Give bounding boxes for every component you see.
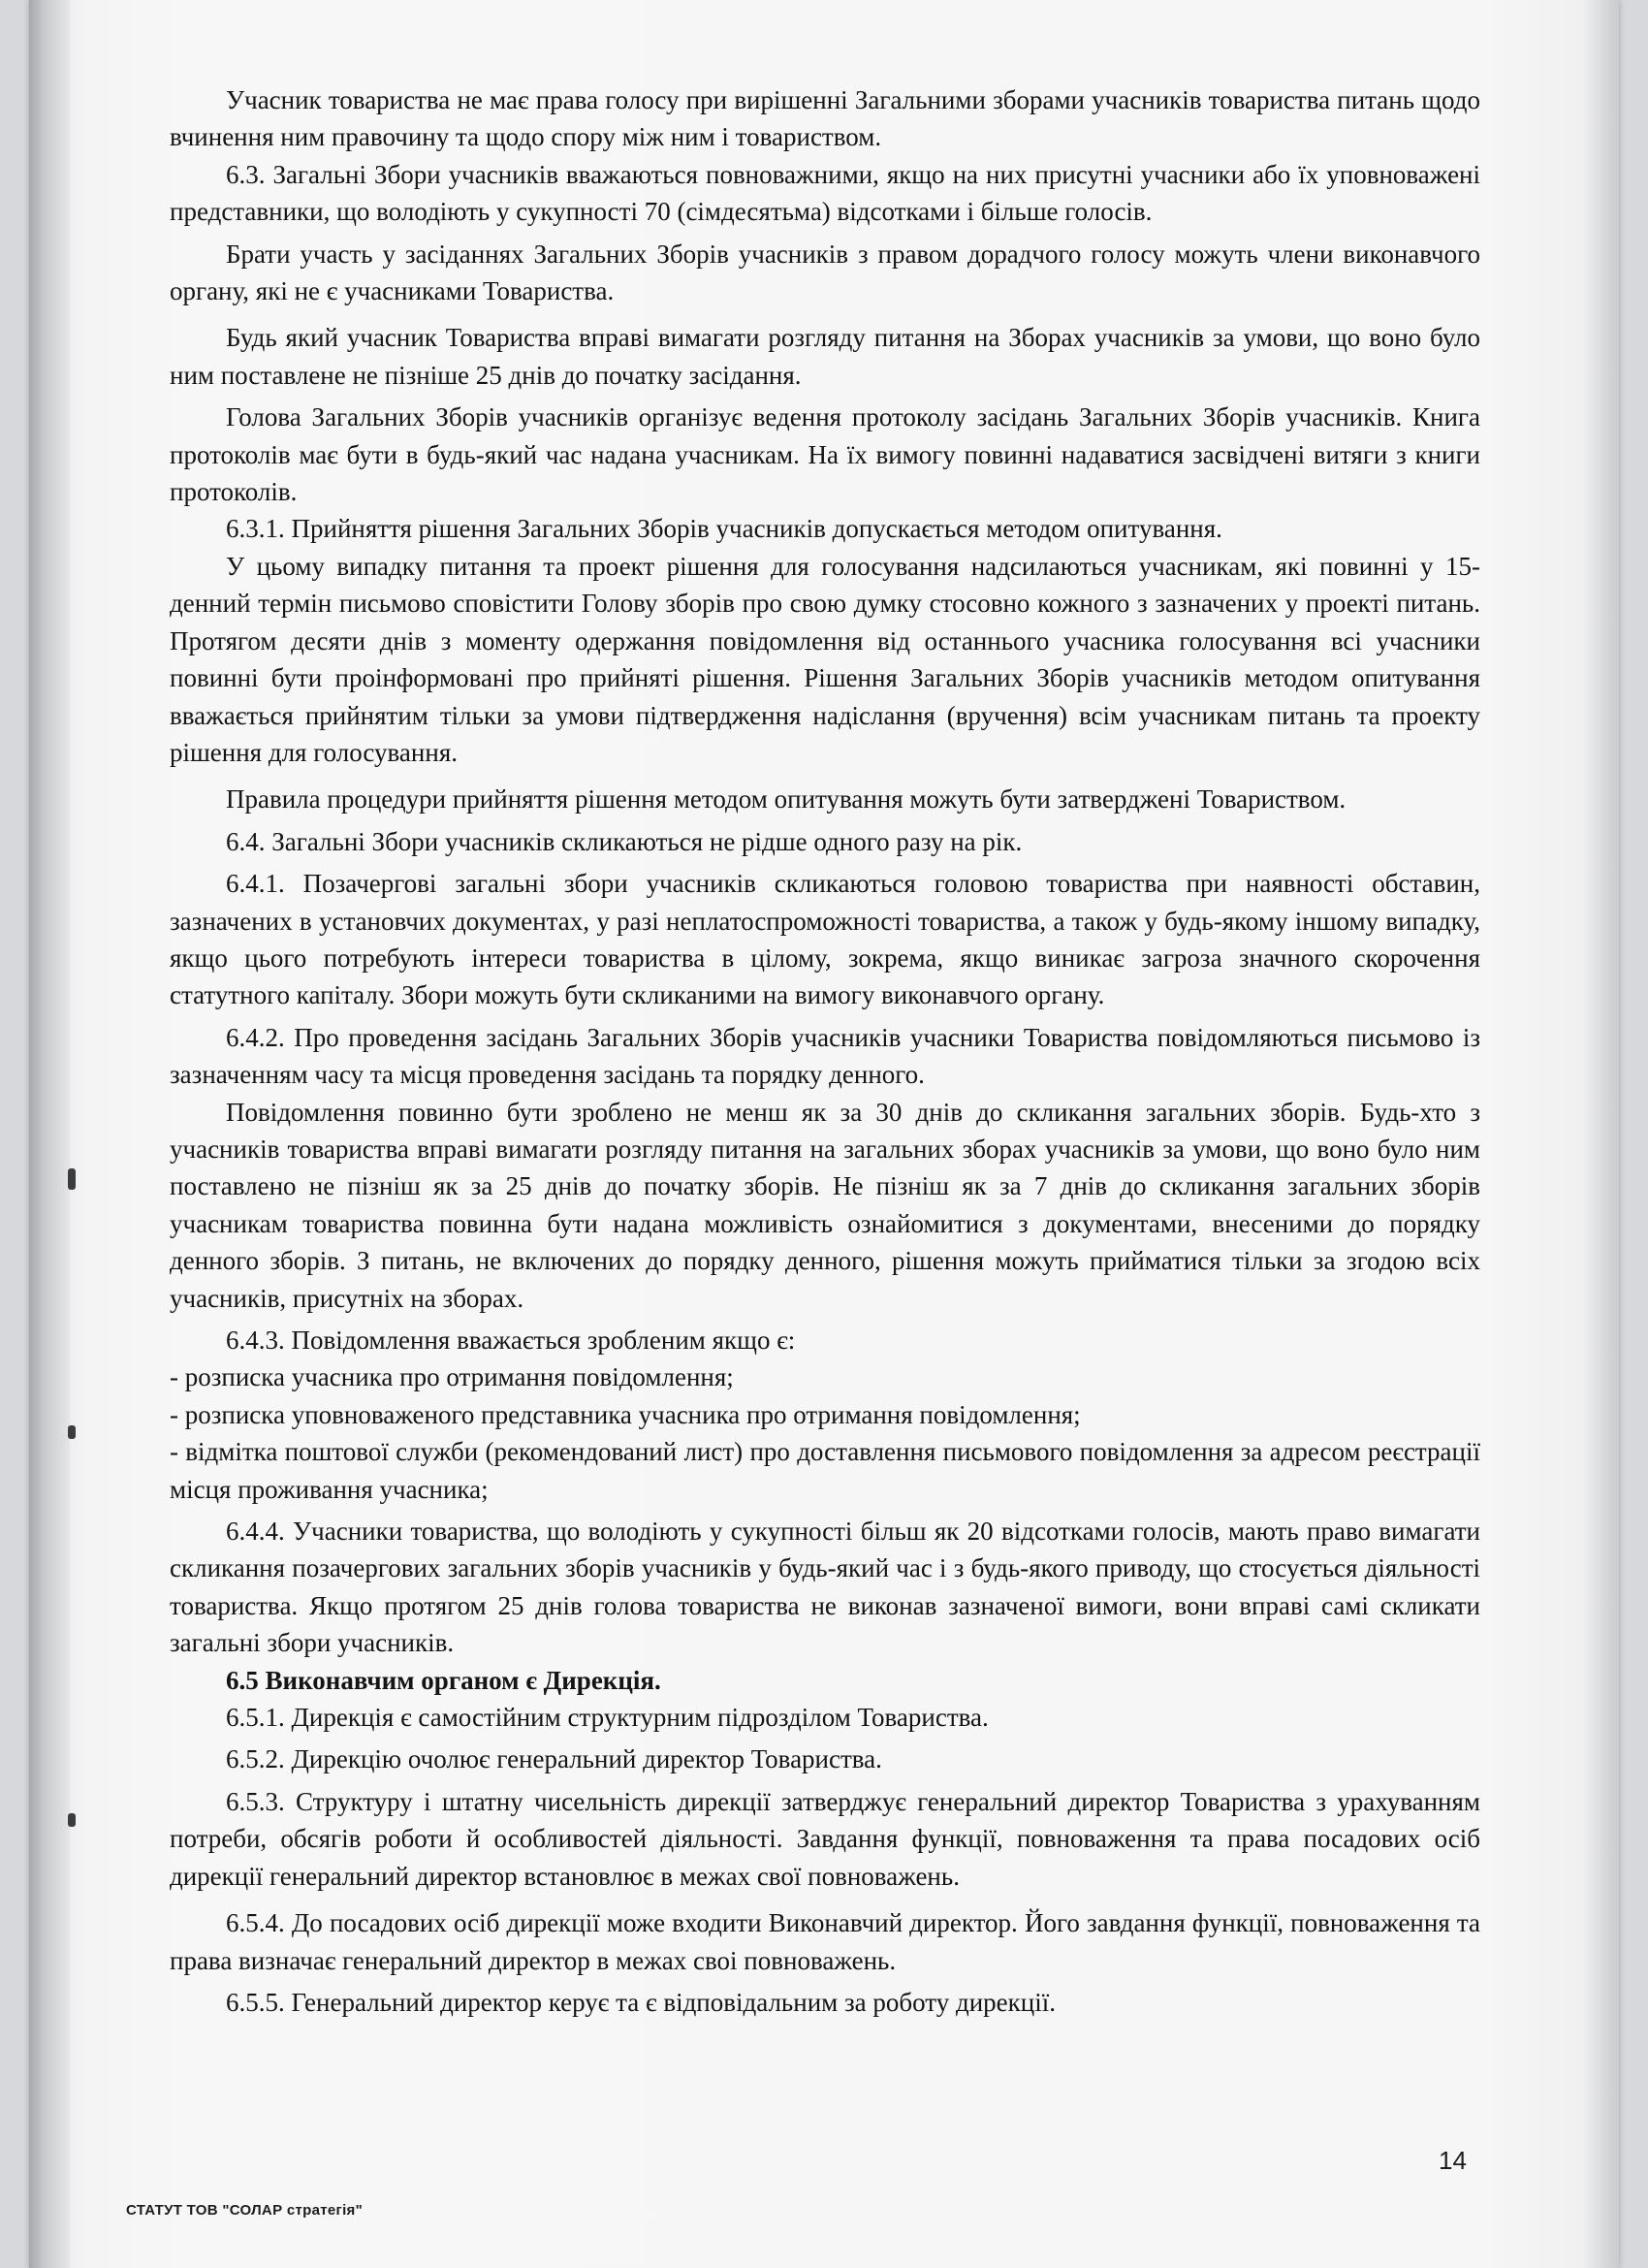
paragraph: Правила процедури прийняття рішення методом опитування можуть бути затверджені Товариством. bbox=[226, 784, 1347, 815]
punch-hole-mark bbox=[68, 1813, 76, 1827]
paragraph: У цьому випадку питання та проект рішення для голосування надсилаються учасникам, які повинні у 15-денний термін письмово сповістити Голову зборів про свою думку стосовно кожного з зазначених у проекті питань. Протягом десяти днів з моменту одержання повідомлення від останнього учасника голосування всі учасники повинні бути проінформовані про прийняті рішення. Рішення Загальних Зборів учасників методом опитування вважається прийнятим тільки за умови підтвердження надіслання (вручення) всім учасникам питань та проекту рішення для голосування. bbox=[170, 551, 1480, 767]
paragraph: 6.5.3. Структуру і штатну чисельність дирекції затверджує генеральний директор Товариства з урахуванням потреби, обсягів роботи й особливостей діяльності. Завдання функції, повноваження та права посадових осіб дирекції генеральний директор встановлює в межах свої повноважень. bbox=[170, 1786, 1480, 1891]
punch-hole-mark bbox=[68, 1168, 76, 1190]
section-heading-text: 6.5 Виконавчим органом є Дирекція. bbox=[226, 1665, 661, 1695]
paragraph: 6.5.4. До посадових осіб дирекції може входити Виконавчий директор. Його завдання функції, повноваження та права визначає генеральний директор в межах своі повноважень. bbox=[170, 1908, 1480, 1975]
punch-hole-mark bbox=[68, 1425, 76, 1439]
paragraph: Голова Загальних Зборів учасників організує ведення протоколу засідань Загальних Зборів учасників. Книга протоколів має бути в будь-який час надана учасникам. На їх вимогу повинні надаватися засвідчені витяги з книги протоколів. bbox=[170, 402, 1480, 507]
paragraph: 6.4. Загальні Збори учасників скликаються не рідше одного разу на рік. bbox=[226, 826, 1023, 856]
list-item: - розписка учасника про отримання повідомлення; bbox=[170, 1362, 734, 1392]
list-item: - розписка уповноваженого представника учасника про отримання повідомлення; bbox=[170, 1399, 1081, 1429]
paragraph: 6.5.1. Дирекція є самостійним структурним підрозділом Товариства. bbox=[226, 1703, 989, 1733]
document-body bbox=[170, 81, 1480, 2021]
paragraph: Будь який учасник Товариства вправі вимагати розгляду питання на Зборах учасників за умови, що воно було ним поставлене не пізніше 25 днів до початку засідання. bbox=[170, 323, 1480, 390]
paragraph: Повідомлення повинно бути зроблено не менш як за 30 днів до скликання загальних зборів. Будь-хто з учасників товариства вправі вимагати розгляду питання на загальних зборах учасників за умови, що воно було ним поставлено не пізніш як за 25 днів до початку зборів. Не пізніш як за 7 днів до скликання загальних зборів учасникам товариства повинна бути надана можливість ознайомитися з документами, внесеними до порядку денного зборів. З питань, не включених до порядку денного, рішення можуть прийматися тільки за згодою всіх учасників, присутніх на зборах. bbox=[170, 1097, 1480, 1313]
paragraph: 6.5.5. Генеральний директор керує та є відповідальним за роботу дирекції. bbox=[226, 1987, 1056, 2017]
page-edge bbox=[1582, 0, 1619, 2268]
binding-shadow bbox=[29, 0, 70, 2268]
footer-label: СТАТУТ ТОВ "СОЛАР стратегія" bbox=[126, 2202, 363, 2219]
paragraph: 6.4.1. Позачергові загальні збори учасників скликаються головою товариства при наявності обставин, зазначених в установчих документах, у разі неплатоспроможності товариства, а також у будь-якому іншому випадку, якщо цього потребують інтереси товариства в цілому, зокрема, якщо виникає загроза значного скорочення статутного капіталу. Збори можуть бути скликаними на вимогу виконавчого органу. bbox=[170, 869, 1480, 1010]
paragraph: 6.3. Загальні Збори учасників вважаються повноважними, якщо на них присутні учасники або їх уповноважені представники, що володіють у сукупності 70 (сімдесятьма) відсотками і більше голосів. bbox=[170, 159, 1480, 227]
paragraph: Учасник товариства не має права голосу при вирішенні Загальними зборами учасників товариства питань щодо вчинення ним правочину та щодо спору між ним і товариством. bbox=[170, 85, 1480, 152]
paragraph: 6.3.1. Прийняття рішення Загальних Зборів учасників допускається методом опитування. bbox=[226, 514, 1222, 544]
section-heading bbox=[170, 1662, 1480, 1699]
paragraph: 6.4.3. Повідомлення вважається зробленим якщо є: bbox=[226, 1326, 796, 1355]
paragraph: 6.4.2. Про проведення засідань Загальних Зборів учасників учасники Товариства повідомляються письмово із зазначенням часу та місця проведення засідань та порядку денного. bbox=[170, 1022, 1480, 1090]
paragraph: 6.4.4. Учасники товариства, що володіють у сукупності більш як 20 відсотками голосів, мають право вимагати скликання позачергових загальних зборів учасників у будь-який час і з будь-якого приводу, що стосується діяльності товариства. Якщо протягом 25 днів голова товариства не виконав зазначеної вимоги, вони вправі самі скликати загальні збори учасників. bbox=[170, 1517, 1480, 1658]
paragraph: 6.5.2. Дирекцію очолює генеральний директор Товариства. bbox=[226, 1744, 882, 1774]
page-number: 14 bbox=[1439, 2146, 1467, 2175]
paragraph: Брати участь у засіданнях Загальних Зборів учасників з правом дорадчого голосу можуть члени виконавчого органу, які не є учасниками Товариства. bbox=[170, 239, 1480, 306]
list-item: - відмітка поштової служби (рекомендований лист) про доставлення письмового повідомлення за адресом реєстрації місця проживання учасника; bbox=[170, 1437, 1480, 1504]
